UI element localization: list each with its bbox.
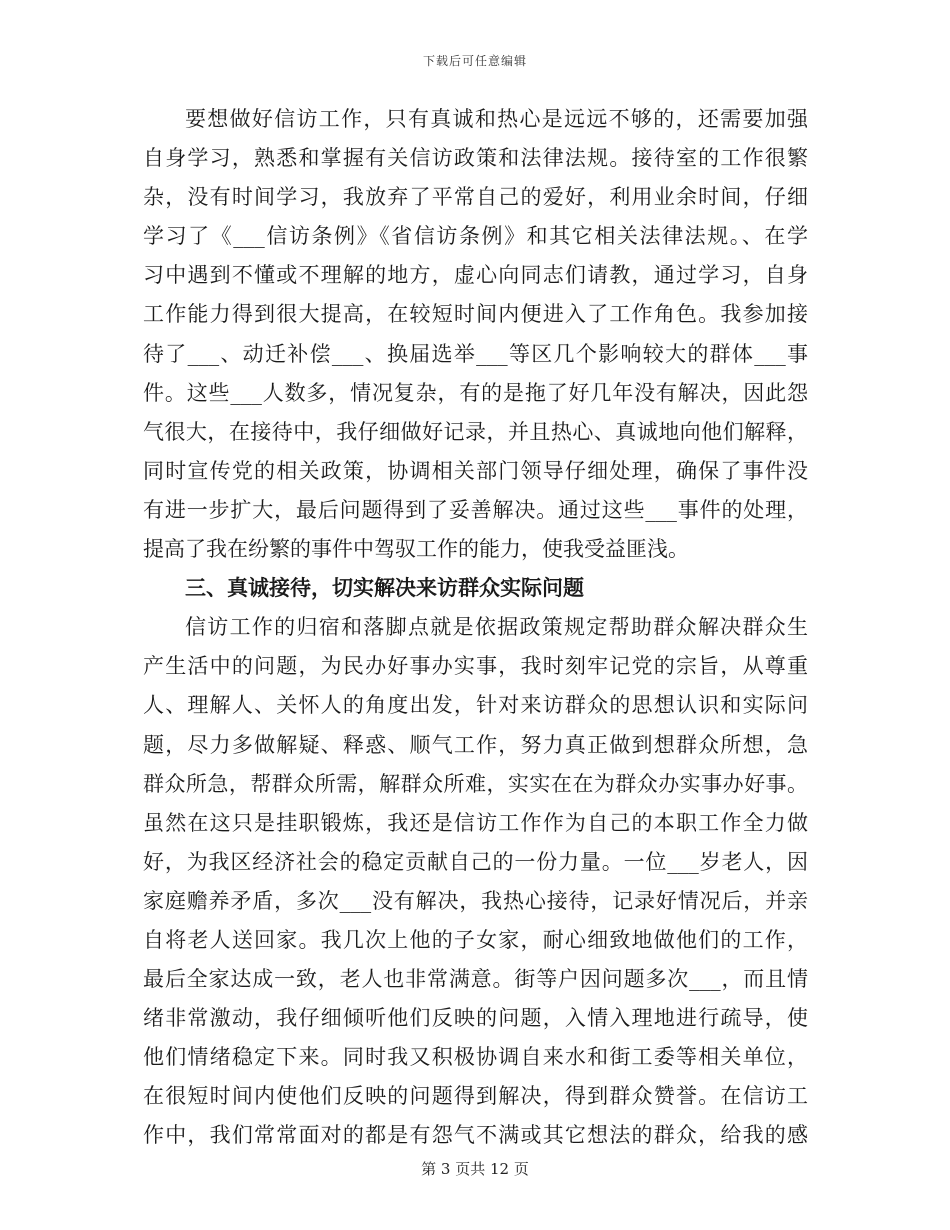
text-line: 工作能力得到很大提高，在较短时间内便进入了工作角色。我参加接 bbox=[143, 302, 808, 327]
text-line: 最后全家达成一致，老人也非常满意。街等户因问题多次___，而且情 bbox=[143, 967, 808, 992]
text-line: 在很短时间内使他们反映的问题得到解决，得到群众赞誉。在信访工 bbox=[143, 1084, 808, 1109]
text-line: 学习了《___信访条例》《省信访条例》和其它相关法律法规。、在学 bbox=[143, 224, 808, 249]
text-line: 题，尽力多做解疑、释惑、顺气工作，努力真正做到想群众所想，急 bbox=[143, 732, 808, 757]
text-line: 他们情绪稳定下来。同时我又积极协调自来水和街工委等相关单位， bbox=[143, 1045, 808, 1070]
text-line: 绪非常激动，我仔细倾听他们反映的问题，入情入理地进行疏导，使 bbox=[143, 1006, 808, 1031]
page-header: 下载后可任意编辑 bbox=[422, 54, 527, 68]
text-line: 件。这些___人数多，情况复杂，有的是拖了好几年没有解决，因此怨 bbox=[143, 380, 808, 405]
paragraph-2 bbox=[143, 608, 808, 1155]
text-line: 有进一步扩大，最后问题得到了妥善解决。通过这些___事件的处理， bbox=[143, 497, 808, 522]
text-line: 家庭赡养矛盾，多次___没有解决，我热心接待，记录好情况后，并亲 bbox=[143, 888, 808, 913]
page-footer: 第 3 页共 12 页 bbox=[421, 1160, 529, 1178]
text-line: 产生活中的问题，为民办好事办实事，我时刻牢记党的宗旨，从尊重 bbox=[143, 654, 808, 679]
text-line: 杂，没有时间学习，我放弃了平常自己的爱好，利用业余时间，仔细 bbox=[143, 185, 808, 210]
text-line: 气很大，在接待中，我仔细做好记录，并且热心、真诚地向他们解释， bbox=[143, 419, 808, 444]
document-body bbox=[143, 100, 808, 1156]
text-line: 待了___、动迁补偿___、换届选举___等区几个影响较大的群体___事 bbox=[143, 341, 808, 366]
text-line: 同时宣传党的相关政策，协调相关部门领导仔细处理，确保了事件没 bbox=[143, 458, 808, 483]
text-line: 要想做好信访工作，只有真诚和热心是远远不够的，还需要加强 bbox=[185, 107, 808, 131]
section-heading: 三、真诚接待，切实解决来访群众实际问题 bbox=[185, 576, 584, 601]
text-line: 群众所急，帮群众所需，解群众所难，实实在在为群众办实事办好事。 bbox=[143, 771, 808, 796]
text-line: 作中，我们常常面对的都是有怨气不满或其它想法的群众，给我的感 bbox=[143, 1123, 808, 1148]
text-line: 人、理解人、关怀人的角度出发，针对来访群众的思想认识和实际问 bbox=[143, 693, 808, 718]
paragraph-1 bbox=[143, 100, 808, 569]
text-line: 信访工作的归宿和落脚点就是依据政策规定帮助群众解决群众生 bbox=[185, 615, 808, 640]
text-line: 自身学习，熟悉和掌握有关信访政策和法律法规。接待室的工作很繁 bbox=[143, 146, 808, 171]
text-line: 自将老人送回家。我几次上他的子女家，耐心细致地做他们的工作， bbox=[143, 927, 808, 952]
text-line: 好，为我区经济社会的稳定贡献自己的一份力量。一位___岁老人，因 bbox=[143, 849, 808, 874]
text-line: 提高了我在纷繁的事件中驾驭工作的能力，使我受益匪浅。 bbox=[143, 537, 689, 562]
text-line: 习中遇到不懂或不理解的地方，虚心向同志们请教，通过学习，自身 bbox=[143, 263, 808, 288]
text-line: 虽然在这只是挂职锻炼，我还是信访工作作为自己的本职工作全力做 bbox=[143, 810, 808, 835]
